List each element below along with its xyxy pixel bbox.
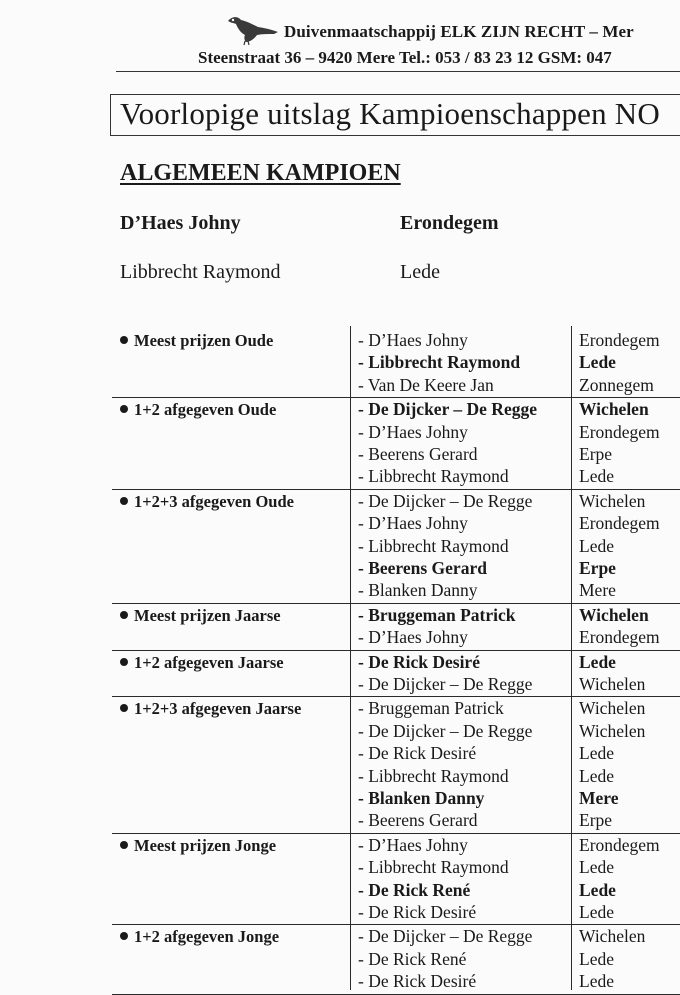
entry-name: - Bruggeman Patrick: [358, 604, 516, 625]
entry-place: Erpe: [579, 558, 616, 578]
category-label-text: 1+2 afgegeven Jonge: [134, 927, 280, 947]
category-label: [120, 400, 276, 420]
column-divider: [350, 326, 351, 990]
general-champion-2-name: Libbrecht Raymond: [120, 261, 281, 283]
entry-place: Lede: [579, 352, 616, 373]
entry-place: Wichelen: [579, 604, 649, 625]
entry-place: Lede: [579, 857, 614, 878]
entry-name: - Beerens Gerard: [358, 444, 478, 464]
title-box: [110, 94, 680, 136]
category-label-text: 1+2 afgegeven Jaarse: [134, 652, 284, 672]
entry-place: Erondegem: [579, 513, 660, 534]
entry-place: Erondegem: [579, 627, 660, 648]
entry-place: Wichelen: [579, 698, 646, 719]
entry-place: Mere: [579, 580, 616, 601]
row-divider: [112, 696, 680, 697]
entry-place: Lede: [579, 535, 614, 556]
entry-name: - De Rick René: [358, 948, 467, 969]
column-divider: [571, 326, 572, 990]
entry-name: - De Rick Desiré: [358, 971, 477, 992]
row-divider: [112, 924, 680, 925]
bullet-icon: [120, 611, 128, 619]
category-label: [120, 927, 279, 947]
entry-name: - Libbrecht Raymond: [358, 466, 509, 487]
category-label-text: 1+2+3 afgegeven Oude: [134, 491, 294, 511]
category-label: [120, 606, 281, 626]
entry-name: - De Dijcker – De Regge: [358, 720, 533, 741]
category-label: [120, 699, 301, 719]
category-label-text: 1+2+3 afgegeven Jaarse: [134, 699, 302, 719]
general-champion-heading: ALGEMEEN KAMPIOEN: [120, 160, 401, 186]
entry-name: - D’Haes Johny: [358, 513, 468, 534]
category-label-text: 1+2 afgegeven Oude: [134, 400, 277, 420]
entry-name: - De Rick Desiré: [358, 651, 480, 672]
bullet-icon: [120, 704, 128, 712]
entry-name: - Blanken Danny: [358, 580, 478, 601]
entry-name: - Libbrecht Raymond: [358, 857, 509, 878]
entry-place: Lede: [579, 902, 614, 922]
entry-name: - De Rick Desiré: [358, 743, 477, 764]
bullet-icon: [120, 497, 128, 505]
entry-place: Erpe: [579, 810, 613, 831]
category-label: [120, 331, 273, 351]
entry-place: Lede: [579, 765, 614, 786]
entry-place: Wichelen: [579, 926, 646, 947]
entry-name: - De Dijcker – De Regge: [358, 926, 533, 947]
entry-place: Erpe: [579, 444, 613, 464]
bullet-icon: [120, 841, 128, 849]
category-label: [120, 653, 284, 673]
bullet-icon: [120, 336, 128, 344]
entry-name: - D’Haes Johny: [358, 627, 468, 648]
bullet-icon: [120, 658, 128, 666]
entry-place: Zonnegem: [579, 374, 654, 395]
entry-place: Lede: [579, 651, 616, 672]
entry-name: - D’Haes Johny: [358, 834, 468, 855]
entry-name: - Libbrecht Raymond: [358, 535, 509, 556]
category-label-text: Meest prijzen Oude: [134, 331, 274, 350]
category-label-text: Meest prijzen Jaarse: [134, 605, 281, 625]
entry-place: Wichelen: [579, 674, 646, 694]
entry-place: Lede: [579, 743, 614, 764]
entry-name: - Bruggeman Patrick: [358, 698, 504, 719]
entry-place: Lede: [579, 971, 614, 992]
general-champion-2-place: Lede: [400, 261, 440, 283]
row-divider: [112, 489, 680, 490]
entry-name: - D’Haes Johny: [358, 421, 468, 442]
entry-name: - Beerens Gerard: [358, 558, 487, 578]
bullet-icon: [120, 932, 128, 940]
entry-place: Lede: [579, 948, 614, 969]
entry-name: - De Dijcker – De Regge: [358, 399, 537, 420]
row-divider: [112, 833, 680, 834]
header-divider: [116, 71, 680, 72]
entry-name: - De Rick Desiré: [358, 902, 477, 922]
category-label-text: Meest prijzen Jonge: [134, 835, 277, 855]
page-title: Voorlopige uitslag Kampioenschappen NO: [120, 96, 660, 131]
club-name: Duivenmaatschappij ELK ZIJN RECHT – Mer: [284, 22, 634, 41]
entry-name: - Libbrecht Raymond: [358, 765, 509, 786]
row-divider: [112, 650, 680, 651]
entry-name: - De Dijcker – De Regge: [358, 490, 533, 511]
entry-place: Lede: [579, 466, 614, 487]
entry-name: - Beerens Gerard: [358, 810, 478, 831]
row-divider: [112, 603, 680, 604]
entry-name: - De Rick René: [358, 879, 471, 900]
pigeon-icon: [224, 12, 280, 46]
category-label: [120, 492, 294, 512]
entry-name: - De Dijcker – De Regge: [358, 674, 533, 694]
row-divider: [112, 994, 680, 995]
entry-name: - D’Haes Johny: [358, 330, 468, 350]
entry-place: Erondegem: [579, 330, 660, 350]
entry-place: Wichelen: [579, 399, 649, 420]
entry-name: - Van De Keere Jan: [358, 374, 494, 395]
row-divider: [112, 397, 680, 398]
entry-name: - Blanken Danny: [358, 788, 485, 808]
entry-place: Erondegem: [579, 421, 660, 442]
entry-place: Lede: [579, 879, 616, 900]
bullet-icon: [120, 405, 128, 413]
entry-name: - Libbrecht Raymond: [358, 352, 521, 373]
entry-place: Mere: [579, 788, 619, 808]
entry-place: Wichelen: [579, 720, 646, 741]
category-label: [120, 836, 276, 856]
entry-place: Wichelen: [579, 490, 646, 511]
club-address: Steenstraat 36 – 9420 Mere Tel.: 053 / 83 23 12 GSM: 047: [198, 48, 612, 67]
entry-place: Erondegem: [579, 834, 660, 855]
general-champion-1-place: Erondegem: [400, 212, 499, 234]
general-champion-1-name: D’Haes Johny: [120, 212, 241, 234]
